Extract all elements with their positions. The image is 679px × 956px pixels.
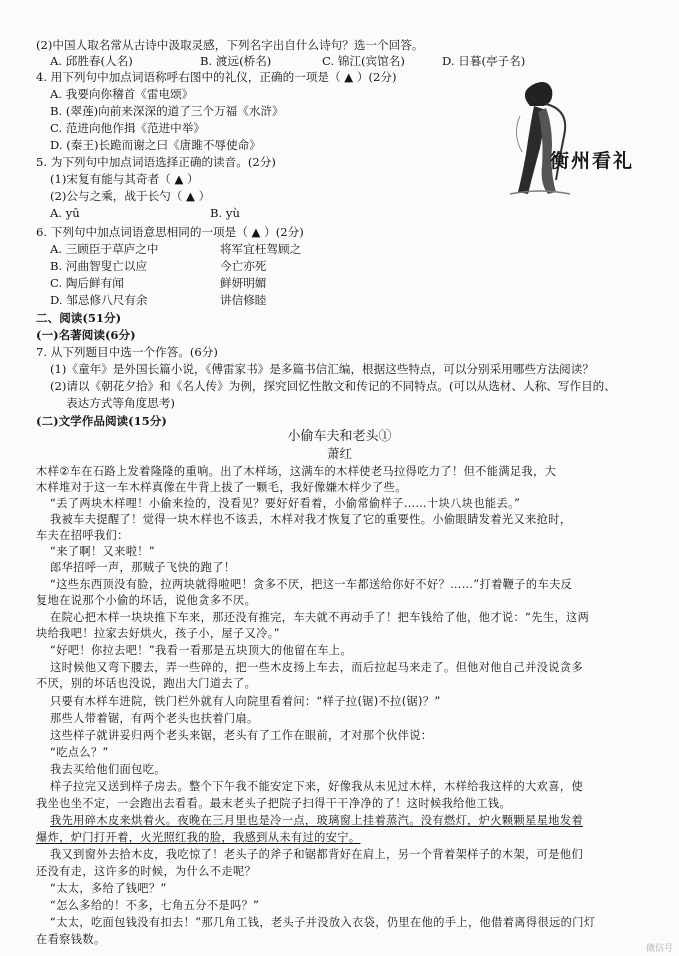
q6-a-right: 将军宜枉驾顾之	[220, 242, 302, 256]
story-title: 小偷车夫和老头①	[287, 429, 392, 444]
q5-item-2: (2)公与之乘，战于长勺（ ▲ ）	[50, 189, 211, 203]
story-p18: “太太，多给了钱吧？”	[50, 882, 167, 895]
q6-a-left: A. 三顾臣于草庐之中	[50, 242, 159, 256]
story-p9-l1: 这时候他又弯下腰去，弄一些碎的，把一些木皮扬上车去，而后拉起马来走了。但他对他自己并没说贪多	[50, 661, 584, 674]
story-p13: “吃点么？”	[50, 746, 109, 759]
story-p8: “好吧！你拉去吧！”我看一看那是五块顶大的他留在车上。	[50, 644, 353, 657]
q5-option-b: B. yù	[210, 206, 240, 220]
q3-2-text: (2)中国人取名常从古诗中汲取灵感，下列名字出自什么诗句？选一个回答。	[36, 38, 424, 52]
q3-2-option-c: C. 锦江(宾馆名)	[322, 54, 405, 68]
story-p1-l2: 木样堆对于这一车木样真像在牛背上拔了一颗毛，我好像嫌木样少了些。	[36, 481, 407, 494]
q4-option-d: D. (秦王)长跪而谢之曰《唐雎不辱使命》	[50, 138, 261, 152]
story-p4: “来了啊！又来啦！”	[50, 545, 156, 558]
subsection-1-heading: (一)名著阅读(6分)	[36, 328, 136, 342]
story-p15-l2: 我坐也坐不定，一会跑出去看看。最末老头子把院子扫得干干净净的了！这时候我给他工钱。	[36, 797, 512, 810]
q3-2-option-a: A. 邱胜春(人名)	[50, 54, 133, 68]
q4-option-c: C. 范进向他作揖《范进中举》	[50, 121, 205, 135]
q6-d-left: D. 邹忌修八尺有余	[50, 293, 148, 307]
q5-options	[50, 205, 653, 221]
q3-2-options	[50, 53, 653, 69]
story-p6-l1: “这些东西顶没有脸，拉两块就得啦吧！贪多不厌，把这一车都送给你好不好？……”打着鞭子的车夫反	[50, 578, 573, 591]
q6-c-left: C. 陶后鲜有闻	[50, 276, 124, 290]
q6-text: 6. 下列句中加点词语意思相同的一项是（ ▲ ）(2分)	[36, 225, 304, 239]
story-author: 萧红	[326, 446, 352, 461]
q7-text: 7. 从下列题目中选一个作答。(6分)	[36, 345, 218, 359]
q4-option-b: B. (翠莲)向前来深深的道了三个万福《水浒》	[50, 104, 284, 118]
story-p10: 只要有木样车进院，铁门栏外就有人向院里看着问：“样子拉(锯)不拉(锯)？”	[50, 695, 441, 708]
story-p7-l2: 块给我吧！拉家去好烘火，孩子小，屋子又冷。”	[36, 627, 280, 640]
story-p2: “丢了两块木样哩！小偷来捡的，没看见？要好好看着，小偷常偷样子……十块八块也能丢。”	[50, 497, 521, 510]
q6-option-d	[50, 292, 653, 308]
q7-item-2-cont: 表达方式等角度思考)	[66, 396, 175, 410]
illustration-caption: 衡州看礼	[550, 150, 635, 172]
q6-c-right: 鲜妍明媚	[220, 276, 267, 290]
story-p19: “怎么多给的！不多，七角五分不是吗？”	[50, 899, 260, 912]
q3-2-option-d: D. 日暮(亭子名)	[442, 54, 526, 68]
q6-b-right: 今亡亦死	[220, 259, 267, 273]
story-p15-l1: 样子拉完又送到样子房去。整个下午我不能安定下来，好像我从未见过木样，木样给我这样的大欢喜，使	[50, 780, 584, 793]
section-2-heading: 二、阅读(51分)	[36, 311, 122, 325]
watermark: 微信号	[645, 944, 673, 954]
story-p17-l1: 我又到窗外去拾木皮，我吃惊了！老头子的斧子和锯都背好在肩上，另一个背着架样子的木架，可是他们	[50, 848, 584, 861]
q6-option-a	[50, 241, 653, 257]
story-p7-l1: 在院心把木样一块块推下车来，那还没有推完，车夫就不再动手了！把车钱给了他，他才说：“先生，这两	[50, 611, 590, 624]
story-p12: 这些样子就讲妥归两个老头来锯，老头有了工作在眼前，才对那个伙伴说：	[50, 729, 433, 742]
q5-item-1: (1)宋复有能与其奇者（ ▲ ）	[50, 172, 199, 186]
story-p16-l1: 我先用碎木皮来烘着火。夜晚在三月里也是冷一点，玻璃窗上挂着蒸汽。没有燃灯，炉火颗颗星星地发着	[50, 814, 584, 827]
subsection-2-heading: (二)文学作品阅读(15分)	[36, 414, 167, 428]
q6-option-c	[50, 275, 653, 291]
q3-2-option-b: B. 渡远(桥名)	[200, 54, 272, 68]
story-p3-l2: 车夫在招呼我们：	[36, 529, 129, 542]
q6-option-b	[50, 258, 653, 274]
story-p16-l2: 爆炸，炉门打开着，火光照红我的脸，我感到从未有过的安宁。	[36, 831, 361, 844]
story-p17-l2: 还没有走，这许多的时候，为什么不走呢？	[36, 865, 257, 878]
story-p20-l1: “太太，吃面包钱没有扣去！”那几角工钱，老头子并没放入衣袋，仍里在他的手上，他借着离得很远的门灯	[50, 916, 596, 929]
story-p3-l1: 我被车夫提醒了！觉得一块木样也不该丢，木样对我才恢复了它的重要性。小偷眼睛发着光又来抢时，	[50, 513, 572, 526]
q6-b-left: B. 河曲智叟亡以应	[50, 259, 148, 273]
q5-text: 5. 为下列句中加点词语选择正确的读音。(2分)	[36, 155, 276, 169]
story-p1-l1: 木样②车在石路上发着隆隆的重响。出了木样场，这满车的木样使老马拉得吃力了！但不能满足我，大	[36, 465, 557, 478]
q6-d-right: 讲信修睦	[220, 293, 267, 307]
q4-option-a: A. 我要向你稽首《雷电颂》	[50, 87, 194, 101]
story-p14: 我去买给他们面包吃。	[50, 763, 166, 776]
q4-text: 4. 用下列句中加点词语称呼右图中的礼仪，正确的一项是（ ▲ ）(2分)	[36, 70, 397, 84]
q5-option-a: A. yū	[50, 206, 80, 220]
story-p11: 那些人带着锯，有两个老头也扶着门扇。	[50, 712, 259, 725]
story-p5: 郎华招呼一声，那贼子飞快的跑了！	[50, 561, 236, 574]
q7-item-1: (1)《童年》是外国长篇小说，《傅雷家书》是多篇书信汇编，根据这些特点，可以分别采用哪些方法阅读？	[50, 362, 594, 376]
story-p20-l2: 在看察钱数。	[36, 933, 106, 946]
story-p6-l2: 复地在说那个小偷的坏话，说他贪多不厌。	[36, 594, 257, 607]
q7-item-2: (2)请以《朝花夕拾》和《名人传》为例，探究回忆性散文和传记的不同特点。(可以从选材、人称、写作目的、	[50, 379, 616, 393]
story-p9-l2: 不厌，别的坏话也没说，跑出大门道去了。	[36, 677, 257, 690]
